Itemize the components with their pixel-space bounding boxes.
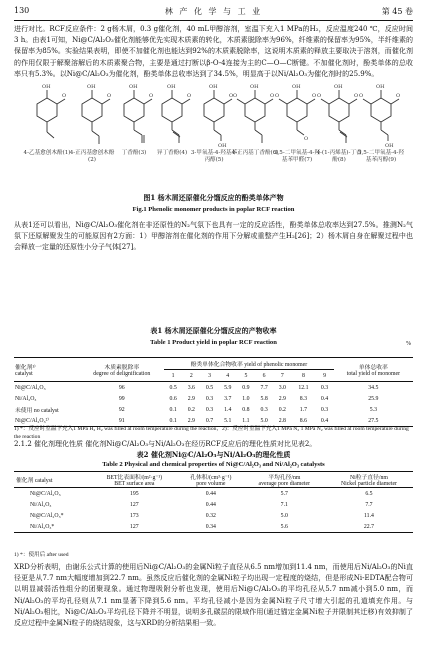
t1-head-catalyst: 催化剂¹⁾ catalyst	[15, 365, 36, 377]
section-title: 2.1.2 催化剂理化性质	[14, 440, 84, 448]
svg-text:OH: OH	[292, 84, 301, 90]
table-row: 未使用 no catalyst 92 0.1 0.2 0.3 1.4 0.8 0.3 0.2 1.7 0.3 5.3	[15, 406, 377, 414]
t1-col-num: 4	[226, 372, 230, 379]
paragraph-rcf-conditions: 进行对比。RCF反应条件：2 g杨木屑，0.3 g催化剂，40 mL甲醇溶剂，室温下充入1 MPa的H₂，反应温度240 ℃，反应时间3 h。由表1可知，Ni@C/Al₂O₃催化剂能够优先实现木质素的转化，木质素脱除率为96%，纤维素的保留率为95%，半纤维素的保留率为85%。实验结果表明，即使不加催化剂也能达到92%的木质素脱除率，这说明木质素的释放主要取决于溶剂，而催化剂的作用仅限于解聚溶解后的木质素聚合物，主要是通过打断以β-O-4连接为主的C—O—C断键。不加催化剂时，酚类单体的总收率只有5.3%。以Ni@C/Al₂O₃为催化剂，酚类单体总收率达到了34.5%，明显高于以Ni/Al₂O₃为催化剂时的25.9%。	[14, 25, 413, 78]
svg-text:O: O	[107, 93, 112, 99]
paragraph-xrd-analysis: XRD分析表明，由谢乐公式计算的使用后Ni@C/Al₂O₃的金属Ni粒子直径从6.5 nm增加到11.4 nm，而使用后Ni/Al₂O₃的Ni直径更是从7.7 nm大幅度增加到22.7 nm。虽然反应后催化剂的金属Ni粒子均出现一定程度的烧结，但是形成Ni-EDTA配合物可以明显减弱活性组分的团聚现象。通过物理吸附分析也发现，使用后Ni@C/Al₂O₃的平均孔径从5.7 nm减小到5.0 nm，而Ni/Al₂O₃的平均孔径则从7.1 nm显著下降到5.6 nm。平均孔径减小是因为金属Ni粒子尺寸增大引起的孔道填充作用。与Ni/Al₂O₃相比，Ni@C/Al₂O₃平均孔径下降并不明显，说明多孔碳层的限域作用(通过锚定金属Ni粒子并限制其迁移)有效抑制了反应过程中金属Ni粒子的烧结现象，这与XRD的分析结果相一致。	[14, 563, 413, 628]
molecule-9-label: 3,5-二甲氧基-4-羟基苯丙醇(9)	[357, 150, 405, 163]
molecule-1-icon	[22, 78, 72, 148]
table-2	[14, 471, 413, 533]
t1-col-num: 8	[301, 372, 305, 379]
svg-text:O: O	[304, 136, 309, 142]
t1-head-delig: 木质素脱除率 degree of delignification	[93, 365, 151, 377]
t1-col-num: 7	[280, 372, 284, 379]
svg-text:O: O	[317, 93, 322, 99]
table-1-caption-en: Table 1 Product yield in poplar RCF reaction	[150, 339, 277, 346]
svg-text:O: O	[149, 93, 154, 99]
table-row: Ni/Al₂O₃* 127 0.34 5.6 22.7	[14, 521, 413, 533]
table-1-note: 1) *：反应时室温下充入1 MPa H₂ H₂ was filled at room temperature during the reaction，2)：反应时室温下充入1 MPa N₂ 1 MPa N₂ was filled at room temperature during the reaction	[14, 426, 409, 440]
molecule-3-label: 丁香酚(3)	[121, 150, 147, 156]
table-2-note: 1) *：使用后 after used	[14, 552, 69, 558]
svg-text:OH: OH	[129, 84, 138, 90]
journal-name: 林 产 化 学 与 工 业	[164, 7, 263, 16]
table-row: Ni@C/Al₂O₃ 195 0.44 5.7 6.5	[30, 490, 373, 497]
svg-text:OH: OH	[42, 84, 51, 90]
page-number: 130	[14, 6, 30, 15]
figure-1-caption-en: Fig.1 Phenolic monomer products in poplar RCF reaction	[132, 206, 295, 213]
t1-col-num: 3	[208, 372, 211, 379]
t2-head-pore: 孔体积/(cm³·g⁻¹) pore volume	[190, 475, 232, 487]
svg-text:OH: OH	[209, 84, 218, 90]
molecule-2-label: 4-正丙基愈创木酚(2)	[69, 150, 115, 163]
svg-text:OH: OH	[218, 143, 227, 149]
paragraph-n2-activity: 从表1还可以看出，Ni@C/Al₂O₃催化剂在非还原性的N₂气氛下也具有一定的反应活性，酚类单体总收率达到27.5%。推测N₂气氛下还原解聚发生的可能原因有2方面：1）甲醇溶剂在催化剂的作用下分解或重整产生H₂[26]；2）杨木屑自身在解聚过程中也会释放一定量的还原性小分子气体[27]。	[14, 221, 413, 252]
svg-text:O: O	[229, 93, 234, 99]
table-row: Ni/Al₂O₃ 99 0.6 2.9 0.3 3.7 1.0 5.8 2.9 8.3 0.4 25.9	[15, 395, 379, 402]
svg-text:OH: OH	[87, 84, 96, 90]
molecule-1-label: 4-乙基愈创木酚(1)	[23, 150, 71, 156]
molecule-7-label: 3,5-二甲氧基-4-羟基苯甲醛(7)	[273, 150, 321, 163]
t2-head-ni: Ni粒子直径/nm Nickel particle diameter	[340, 475, 397, 487]
table-row: Ni@C/Al₂O₃* 173 0.32 5.0 11.4	[30, 512, 374, 519]
molecule-9-icon	[356, 78, 406, 148]
table-row: Ni@C/Al₂O₃²⁾ 91 0.1 2.9 0.7 5.1 1.1 5.0 2.8 8.6 0.4 27.5	[14, 415, 413, 427]
t1-head-yield: 酚类单体化合物收率 yield of phenolic monomer	[164, 358, 334, 370]
molecule-5-label: 3-甲氧基-4-羟基苯丙醇(5)	[190, 150, 238, 163]
molecule-6-label: 4-正丙基丁香酚(6)	[231, 150, 279, 156]
t1-col-num: 5	[244, 372, 248, 379]
t1-col-num: 2	[189, 372, 193, 379]
table-row: Ni/Al₂O₃ 127 0.44 7.1 7.7	[30, 501, 373, 508]
volume-number: 第 45 卷	[381, 7, 413, 16]
svg-text:OH: OH	[376, 84, 385, 90]
svg-text:O: O	[270, 93, 275, 99]
t2-head-catalyst: 催化剂 catalyst	[16, 478, 53, 484]
table-1	[14, 357, 413, 427]
table-2-caption-en: Table 2 Physical and chemical properties of Ni@C/Al₂O₃ and Ni/Al₂O₃ catalysts	[102, 461, 325, 468]
t1-col-num: 1	[171, 372, 175, 379]
t1-col-num: 6	[262, 372, 266, 379]
table-1-unit: %	[406, 341, 411, 347]
svg-text:O: O	[359, 93, 364, 99]
svg-text:OH: OH	[385, 143, 394, 149]
section-2-1-2	[14, 439, 413, 450]
t1-head-total: 单体总收率 total yield of monomer	[346, 365, 401, 377]
svg-text:OH: OH	[250, 84, 259, 90]
t2-head-apd: 平均孔径/nm average pore diameter	[258, 475, 311, 487]
svg-text:O: O	[312, 93, 317, 99]
svg-text:O: O	[62, 93, 67, 99]
table-row: Ni@C/Al₂O₃ 96 0.5 3.6 0.5 5.9 0.9 7.7 3.0 12.1 0.3 34.5	[15, 384, 379, 391]
table-1-caption-cn: 表1 杨木屑还原催化分馏反应的产物收率	[150, 326, 277, 335]
svg-text:O: O	[396, 93, 401, 99]
molecule-8-label: 4-(1-丙烯基)-丁香酚(8)	[316, 150, 362, 163]
section-body: 催化剂Ni@C/Al₂O₃与Ni/Al₂O₃在经历RCF反应后的理化性质对比见表2。	[85, 440, 317, 448]
table-2-caption-cn: 表2 催化剂Ni@C/Al₂O₃与Ni/Al₂O₃的理化性质	[136, 450, 291, 459]
header-rule	[14, 20, 413, 21]
svg-text:O: O	[275, 93, 280, 99]
figure-1-caption-cn: 图1 杨木屑还原催化分馏反应的酚类单体产物	[143, 193, 284, 202]
t2-head-bet: BET比表面积/(m²·g⁻¹) BET surface area	[106, 475, 163, 487]
molecule-4-label: 异丁香酚(4)	[156, 150, 188, 156]
svg-text:OH: OH	[167, 84, 176, 90]
svg-text:OH: OH	[334, 84, 343, 90]
running-header	[14, 6, 413, 20]
svg-text:O: O	[354, 93, 359, 99]
svg-text:O: O	[233, 93, 238, 99]
svg-text:O: O	[187, 93, 192, 99]
t1-col-num: 9	[323, 372, 326, 379]
